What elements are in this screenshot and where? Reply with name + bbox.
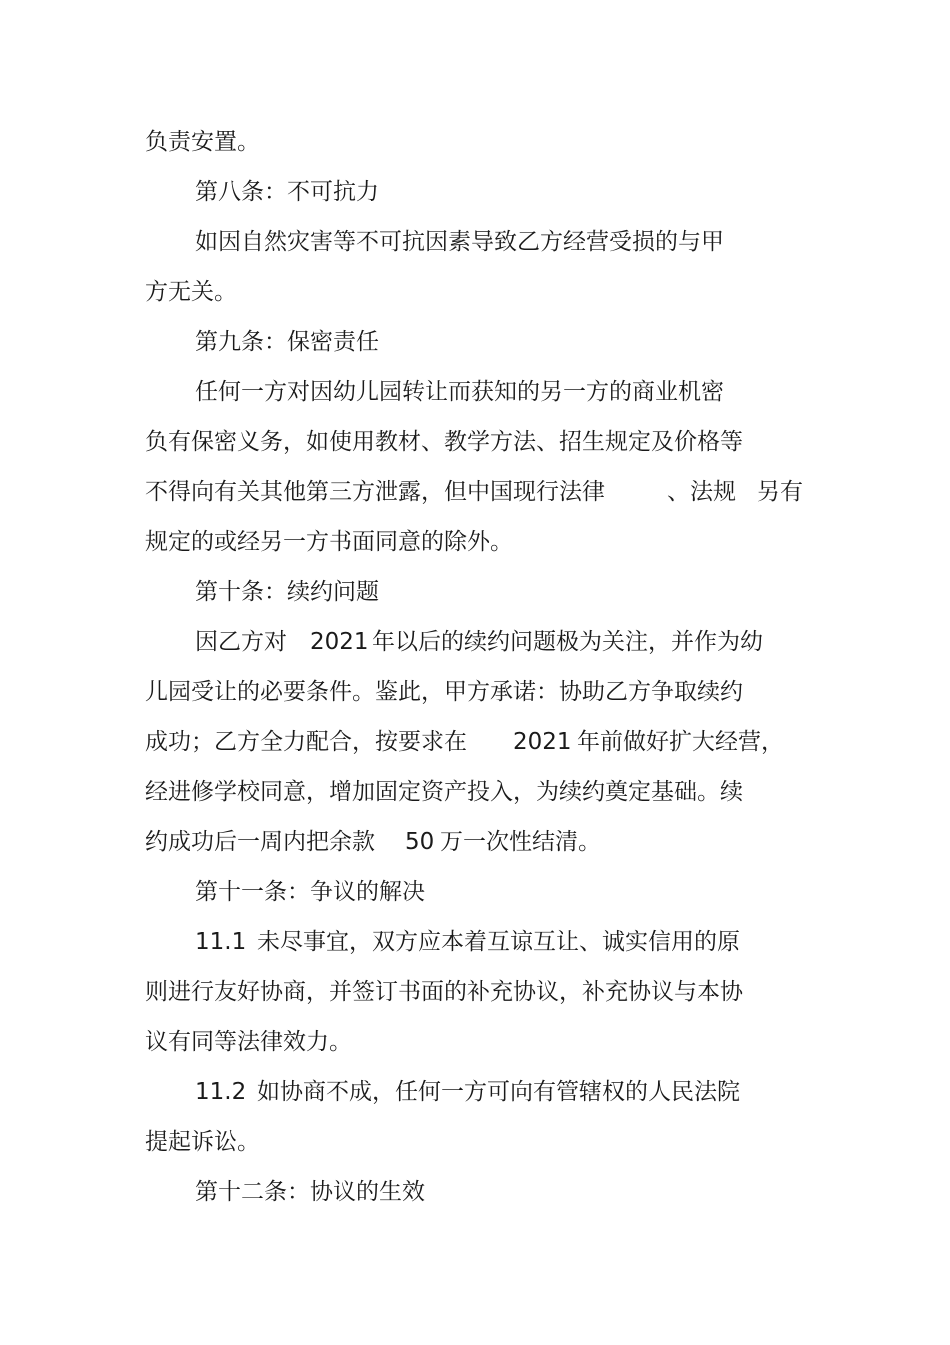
text-line: [0, 927, 950, 957]
section-heading-article-11: [0, 877, 950, 907]
text-line: [0, 427, 950, 457]
text-line: [0, 277, 950, 307]
clause-number: 11.2: [195, 1079, 247, 1105]
text-segment: 第十一条：争议的解决: [195, 879, 425, 905]
text-line: [0, 627, 950, 657]
text-line: [0, 127, 950, 157]
text-line: [0, 827, 950, 857]
section-heading-article-12: [0, 1177, 950, 1207]
year-number: 2021: [513, 729, 572, 755]
text-segment: 第十二条：协议的生效: [195, 1179, 425, 1205]
text-segment: 如因自然灾害等不可抗因素导致乙方经营受损的与甲: [195, 229, 724, 255]
text-line: [0, 1127, 950, 1157]
text-segment: 第十条：续约问题: [195, 579, 379, 605]
text-line: [0, 377, 950, 407]
text-line: [0, 1027, 950, 1057]
text-segment: 方无关。: [145, 279, 237, 305]
text-segment: 成功；乙方全力配合，按要求在: [145, 729, 467, 755]
text-segment: 第九条：保密责任: [195, 329, 379, 355]
text-segment: 提起诉讼。: [145, 1129, 260, 1155]
text-line: [0, 1077, 950, 1107]
text-line: [0, 477, 950, 507]
text-line: [0, 777, 950, 807]
text-segment: 因乙方对: [195, 629, 287, 655]
section-heading-article-9: [0, 327, 950, 357]
clause-number: 11.1: [195, 929, 247, 955]
text-line: [0, 727, 950, 757]
section-heading-article-8: [0, 177, 950, 207]
text-segment: 如协商不成，任何一方可向有管辖权的人民法院: [257, 1079, 740, 1105]
text-segment: 、法规: [667, 479, 736, 505]
text-segment: 另有: [757, 479, 803, 505]
text-segment: 议有同等法律效力。: [145, 1029, 352, 1055]
text-segment: 年前做好扩大经营，: [577, 729, 784, 755]
text-segment: 则进行友好协商，并签订书面的补充协议，补充协议与本协: [145, 979, 743, 1005]
text-segment: 负责安置。: [145, 129, 260, 155]
text-segment: 规定的或经另一方书面同意的除外。: [145, 529, 513, 555]
text-segment: 第八条：不可抗力: [195, 179, 379, 205]
text-segment: 任何一方对因幼儿园转让而获知的另一方的商业机密: [195, 379, 724, 405]
amount-number: 50: [405, 829, 435, 855]
text-segment: 约成功后一周内把余款: [145, 829, 375, 855]
text-segment: 儿园受让的必要条件。鉴此，甲方承诺：协助乙方争取续约: [145, 679, 743, 705]
text-segment: 不得向有关其他第三方泄露，但中国现行法律: [145, 479, 605, 505]
text-segment: 经进修学校同意，增加固定资产投入，为续约奠定基础。续: [145, 779, 743, 805]
text-line: [0, 227, 950, 257]
text-line: [0, 527, 950, 557]
text-segment: 万一次性结清。: [440, 829, 601, 855]
year-number: 2021: [310, 629, 369, 655]
text-segment: 未尽事宜，双方应本着互谅互让、诚实信用的原: [257, 929, 740, 955]
text-line: [0, 977, 950, 1007]
section-heading-article-10: [0, 577, 950, 607]
text-line: [0, 677, 950, 707]
text-segment: 年以后的续约问题极为关注，并作为幼: [372, 629, 763, 655]
text-segment: 负有保密义务，如使用教材、教学方法、招生规定及价格等: [145, 429, 743, 455]
